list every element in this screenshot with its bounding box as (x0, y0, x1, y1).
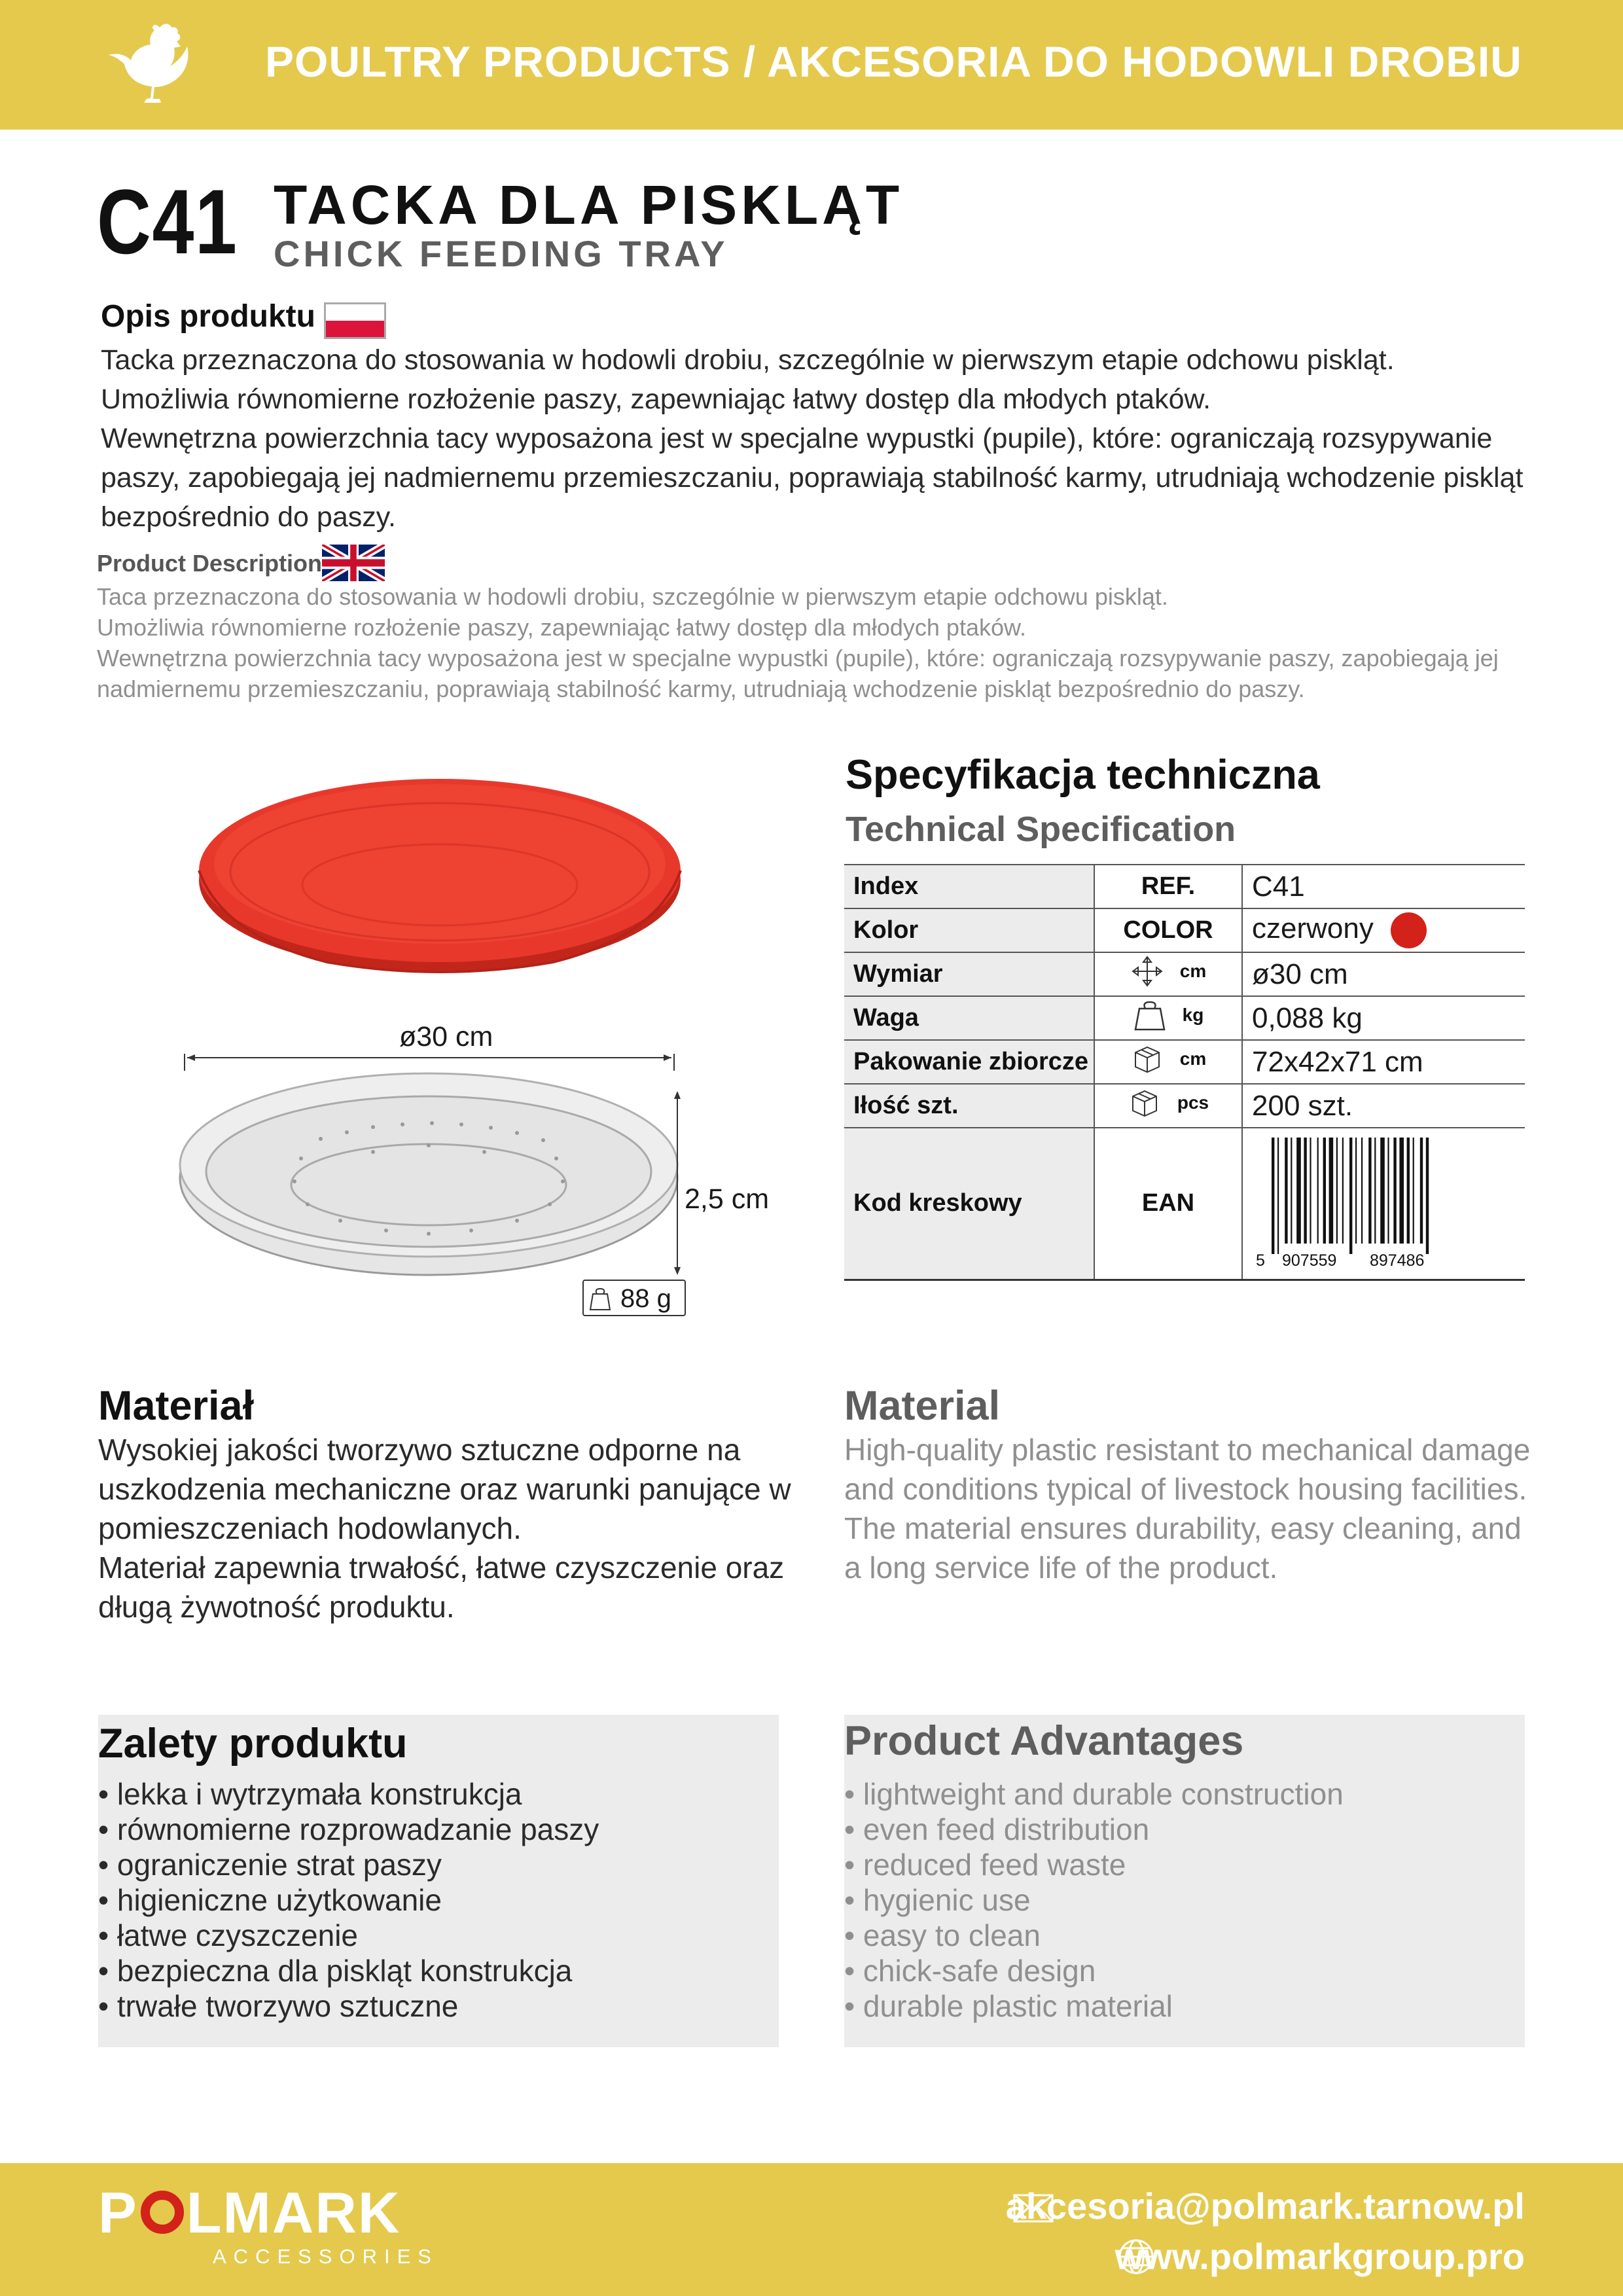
material-paragraph: Wysokiej jakości tworzywo sztuczne odporne na uszkodzenia mechaniczne oraz warunki panujące w pomieszczeniach hodowlanych. (98, 1433, 791, 1545)
barcode-bar (1323, 1138, 1326, 1244)
uk-flag-icon (322, 545, 385, 581)
box-icon (1130, 1043, 1164, 1075)
header-title: POULTRY PRODUCTS / AKCESORIA DO HODOWLI DROBIU (265, 37, 1522, 86)
spec-ref: COLOR (1094, 908, 1242, 952)
description-line: Tacka przeznaczona do stosowania w hodowli drobiu, szczególnie w pierwszym etapie odchowu piskląt. (101, 344, 1395, 376)
barcode-bar (1420, 1138, 1423, 1244)
barcode-bar (1272, 1138, 1274, 1254)
barcode-bar (1329, 1138, 1334, 1244)
advantages-list-pl (98, 1776, 599, 2024)
spec-title-en: Technical Specification (846, 810, 1236, 849)
spec-table (844, 864, 1525, 1281)
list-item: • reduced feed waste (844, 1848, 1126, 1882)
list-item: • higieniczne użytkowanie (98, 1883, 442, 1917)
dimension-width-label: ø30 cm (399, 1021, 493, 1052)
spec-label: Pakowanie zbiorcze (844, 1040, 1094, 1084)
barcode-bar (1336, 1138, 1338, 1244)
advantages-heading-en: Product Advantages (844, 1718, 1244, 1764)
spec-value: 72x42x71 cm (1242, 1040, 1525, 1084)
weight-badge (582, 1280, 686, 1316)
barcode-bar (1317, 1138, 1319, 1244)
barcode-bar (1393, 1138, 1396, 1244)
barcode-bar (1374, 1138, 1376, 1244)
logo-subtitle: ACCESSORIES (213, 2245, 438, 2268)
material-text-en: High-quality plastic resistant to mechanical damage and conditions typical of livestock housing facilities. The material ensures durability, easy cleaning, and a long service life of the product. (844, 1433, 1531, 1585)
advantages-panel-pl (98, 1715, 779, 2047)
description-line: Wewnętrzna powierzchnia tacy wyposażona jest w specjalne wypustki (pupile), które: ograniczają rozsypywanie paszy, zapobiegają jej nadmiernemu przemieszczaniu, poprawiają stabilność karmy, utrudniają wchodzenie piskląt bezpośrednio do paszy. (101, 423, 1524, 533)
advantages-heading-pl: Zalety produktu (98, 1721, 408, 1767)
material-paragraph: Materiał zapewnia trwałość, łatwe czyszczenie oraz długą żywotność produktu. (98, 1551, 785, 1624)
description-heading-en: Product Description (97, 550, 323, 577)
material-heading-pl: Materiał (98, 1383, 255, 1429)
product-title-pl: TACKA DLA PISKLĄT (274, 174, 904, 236)
barcode-bar (1310, 1138, 1311, 1244)
barcode-bar (1296, 1138, 1301, 1244)
tray-photo-red (196, 766, 684, 975)
logo-text-left: P (98, 2180, 138, 2245)
barcode-bar (1277, 1138, 1279, 1254)
barcode-digit-first: 5 (1256, 1251, 1265, 1270)
description-heading-pl: Opis produktu (101, 299, 315, 334)
contact-email-link[interactable]: akcesoria@polmark.tarnow.pl (1005, 2185, 1525, 2227)
barcode-bar (1349, 1138, 1352, 1254)
material-heading-en: Material (844, 1383, 1001, 1429)
website-link[interactable]: www.polmarkgroup.pro (1115, 2236, 1525, 2277)
spec-label: Kolor (844, 908, 1094, 952)
list-item: • durable plastic material (844, 1989, 1173, 2023)
spec-ref: EAN (1094, 1128, 1242, 1280)
list-item: • even feed distribution (844, 1812, 1150, 1846)
barcode-bar (1342, 1138, 1344, 1244)
spec-row-weight (844, 996, 1525, 1040)
list-item: • równomierne rozprowadzanie paszy (98, 1812, 599, 1846)
spec-barcode-cell (1242, 1128, 1525, 1280)
rooster-icon (103, 20, 195, 118)
dimension-height-label: 2,5 cm (685, 1183, 770, 1215)
color-swatch (1391, 912, 1427, 948)
description-line: Taca przeznaczona do stosowania w hodowli drobiu, szczególnie w pierwszym etapie odchowu piskląt. (97, 583, 1168, 610)
spec-unit-cell (1094, 1084, 1242, 1128)
spec-value: 0,088 kg (1242, 996, 1525, 1040)
weight-label: 88 g (620, 1284, 671, 1313)
description-line: Umożliwia równomierne rozłożenie paszy, zapewniając łatwy dostęp dla młodych ptaków. (101, 384, 1211, 415)
poland-flag-icon (324, 302, 386, 339)
barcode-bar (1304, 1138, 1306, 1244)
polmark-logo (98, 2179, 401, 2246)
spec-row-index (844, 865, 1525, 908)
list-item: • easy to clean (844, 1918, 1041, 1952)
dimension-height-line (671, 1090, 684, 1276)
barcode-bar (1426, 1138, 1429, 1254)
spec-label: Iłość szt. (844, 1084, 1094, 1128)
barcode-bar (1291, 1138, 1292, 1244)
list-item: • bezpieczna dla piskląt konstrukcja (98, 1954, 573, 1988)
spec-label: Wymiar (844, 952, 1094, 996)
spec-value-cell (1242, 908, 1525, 952)
spec-value: ø30 cm (1242, 952, 1525, 996)
barcode-bar (1407, 1138, 1410, 1244)
description-text-en (97, 581, 1569, 704)
spec-title-pl: Specyfikacja techniczna (846, 752, 1320, 798)
list-item: • trwałe tworzywo sztuczne (98, 1989, 459, 2023)
logo-o-mark (141, 2191, 184, 2234)
product-code: C41 (97, 170, 238, 273)
advantages-panel-en (844, 1715, 1525, 2047)
barcode-bar (1380, 1138, 1385, 1244)
product-title-en: CHICK FEEDING TRAY (274, 233, 728, 274)
spec-row-packaging (844, 1040, 1525, 1084)
barcode-bar (1285, 1138, 1287, 1244)
logo-text-right: LMARK (186, 2180, 401, 2245)
description-line: Wewnętrzna powierzchnia tacy wyposażona jest w specjalne wypustki (pupile), które: ograniczają rozsypywanie paszy, zapobiegają jej nadmiernemu przemieszczaniu, poprawiają stabilność karmy, utrudniają wchodzenie piskląt bezpośrednio do paszy. (97, 645, 1499, 702)
spec-row-quantity (844, 1084, 1525, 1128)
spec-value: 200 szt. (1242, 1084, 1525, 1128)
spec-value: czerwony (1252, 912, 1374, 945)
description-text-pl (101, 340, 1541, 537)
barcode-digits-right: 897486 (1370, 1251, 1425, 1270)
list-item: • chick-safe design (844, 1954, 1096, 1988)
list-item: • lekka i wytrzymała konstrukcja (98, 1777, 522, 1811)
list-item: • ograniczenie strat paszy (98, 1848, 442, 1882)
barcode-digits-left: 907559 (1282, 1251, 1337, 1270)
list-item: • hygienic use (844, 1883, 1031, 1917)
weight-icon (1133, 999, 1167, 1031)
barcode (1252, 1135, 1455, 1272)
barcode-bar (1368, 1138, 1371, 1244)
barcode-bar (1355, 1138, 1357, 1244)
spec-row-dimension (844, 952, 1525, 996)
material-text-pl (98, 1430, 792, 1626)
spec-value: C41 (1242, 865, 1525, 908)
barcode-bar (1399, 1138, 1404, 1244)
spec-unit: cm (1179, 1048, 1207, 1069)
box-icon (1128, 1087, 1162, 1119)
barcode-bar (1387, 1138, 1389, 1244)
spec-unit-cell (1094, 996, 1242, 1040)
dimension-arrows-icon (1130, 956, 1164, 987)
weight-icon (589, 1287, 611, 1311)
spec-unit: cm (1179, 960, 1207, 981)
list-item: • łatwe czyszczenie (98, 1918, 359, 1952)
description-line: Umożliwia równomierne rozłożenie paszy, zapewniając łatwy dostęp dla młodych ptaków. (97, 614, 1026, 641)
advantages-list-en (844, 1776, 1344, 2024)
tray-drawing-gray (177, 1060, 681, 1280)
spec-unit: kg (1182, 1004, 1204, 1025)
spec-unit-cell (1094, 952, 1242, 996)
barcode-bar (1413, 1138, 1414, 1244)
spec-unit-cell (1094, 1040, 1242, 1084)
barcode-bar (1361, 1138, 1363, 1244)
spec-label: Waga (844, 996, 1094, 1040)
spec-row-color (844, 908, 1525, 952)
spec-label: Kod kreskowy (844, 1128, 1094, 1280)
list-item: • lightweight and durable construction (844, 1777, 1344, 1811)
spec-unit: pcs (1177, 1092, 1209, 1113)
spec-label: Index (844, 865, 1094, 908)
spec-ref: REF. (1094, 865, 1242, 908)
spec-row-barcode (844, 1128, 1525, 1280)
